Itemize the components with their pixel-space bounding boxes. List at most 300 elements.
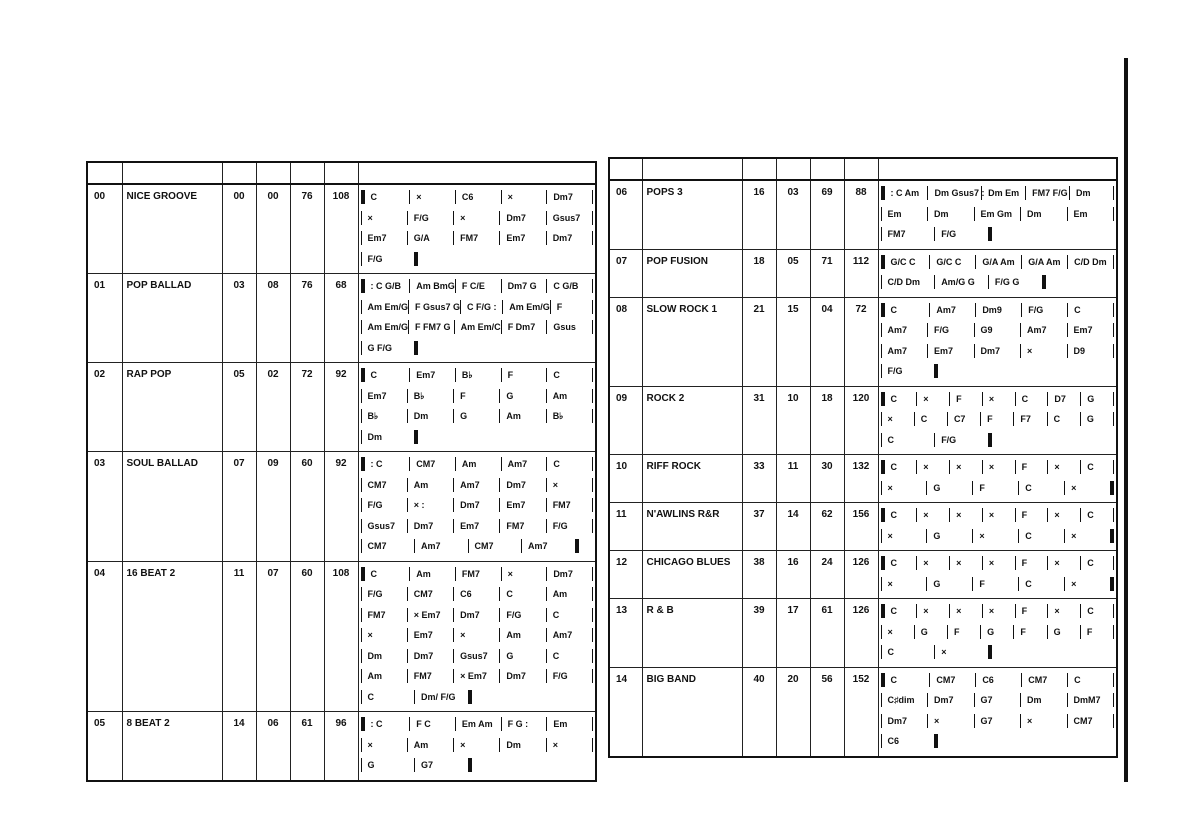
table-row — [609, 551, 1117, 599]
table-row — [609, 249, 1117, 297]
style-name: SLOW ROCK 1 — [642, 297, 742, 386]
chord-cell: Gsus7 — [361, 519, 407, 533]
chord-line — [881, 409, 1115, 430]
chord-line — [361, 687, 594, 708]
chord-line — [361, 208, 594, 229]
chord-cell: × — [546, 738, 593, 752]
chord-line — [361, 516, 594, 537]
chord-line — [881, 300, 1115, 321]
chord-cell: C/D Dm — [1067, 255, 1114, 269]
chord-line — [361, 187, 594, 208]
header-cell — [609, 158, 642, 180]
table-row — [609, 386, 1117, 455]
header-cell — [642, 158, 742, 180]
param-b: 03 — [776, 180, 810, 249]
chord-cell: Am7 — [521, 539, 579, 553]
tempo: 120 — [844, 386, 878, 455]
style-number: 03 — [87, 452, 122, 562]
chord-cell: × — [881, 577, 927, 591]
chord-cell: Dm7 — [407, 519, 453, 533]
chord-cell: F/G — [407, 211, 453, 225]
header-cell — [358, 162, 596, 184]
table-row — [609, 455, 1117, 503]
table-row — [609, 180, 1117, 249]
chord-cell: Gsus — [546, 320, 593, 334]
style-number: 05 — [87, 712, 122, 781]
chord-cell: G7 — [974, 693, 1021, 707]
chord-cell: CM7 — [361, 539, 415, 553]
chord-cell: B♭ — [546, 409, 593, 423]
chord-cell: Em — [546, 717, 593, 731]
chord-cell: : C — [361, 717, 410, 731]
chord-cell: Em Am — [455, 717, 501, 731]
chord-cell: C — [881, 673, 930, 687]
chord-cell: C — [1080, 556, 1114, 570]
chord-cell: Am — [546, 587, 593, 601]
chord-cell: B♭ — [455, 368, 501, 382]
chord-cell: C — [1080, 460, 1114, 474]
chord-line — [881, 553, 1115, 574]
chord-cell: C — [1067, 673, 1114, 687]
chord-cell: F/G — [546, 669, 593, 683]
chord-cell: C — [1015, 392, 1048, 406]
chord-cell: Dm7 — [453, 498, 499, 512]
chord-line — [881, 670, 1115, 691]
header-row — [87, 162, 596, 184]
chord-cell: C — [546, 457, 593, 471]
chord-cell: Dm7 — [499, 669, 545, 683]
chord-cell: G — [1080, 392, 1114, 406]
param-c: 60 — [290, 452, 324, 562]
chord-cell: × — [453, 738, 499, 752]
chord-line — [361, 406, 594, 427]
chord-cell: × — [881, 529, 927, 543]
chord-line — [361, 714, 594, 735]
chord-progression — [358, 274, 596, 363]
left-style-table — [86, 161, 597, 782]
chord-cell: Am7 — [453, 478, 499, 492]
style-number: 01 — [87, 274, 122, 363]
chord-cell: Am Em/G — [361, 320, 409, 334]
chord-cell: G — [926, 529, 972, 543]
chord-cell: C — [361, 690, 415, 704]
chord-cell: × — [916, 508, 949, 522]
style-name: POP BALLAD — [122, 274, 222, 363]
chord-cell: F/G — [546, 519, 593, 533]
chord-line — [881, 601, 1115, 622]
chord-line — [361, 249, 594, 270]
chord-cell: CM7 — [1067, 714, 1115, 728]
chord-cell: Am — [455, 457, 501, 471]
chord-line — [881, 526, 1115, 547]
param-c: 61 — [810, 599, 844, 668]
chord-line — [881, 430, 1115, 451]
param-a: 14 — [222, 712, 256, 781]
chord-cell: C — [546, 368, 593, 382]
chord-cell: C — [546, 608, 593, 622]
param-b: 11 — [776, 455, 810, 503]
chord-cell: × — [1020, 344, 1067, 358]
chord-cell: C6 — [975, 673, 1021, 687]
chord-cell: F C — [409, 717, 455, 731]
style-name: POP FUSION — [642, 249, 742, 297]
param-a: 03 — [222, 274, 256, 363]
chord-line — [881, 711, 1115, 732]
header-cell — [324, 162, 358, 184]
chord-line — [361, 454, 594, 475]
chord-cell: × — [1047, 604, 1080, 618]
chord-cell: F/G — [934, 227, 992, 241]
chord-cell: × : — [407, 498, 453, 512]
table-row — [87, 712, 596, 781]
chord-cell: F/G — [361, 587, 407, 601]
chord-cell: Dm7 — [974, 344, 1021, 358]
param-a: 31 — [742, 386, 776, 455]
param-b: 15 — [776, 297, 810, 386]
tempo: 96 — [324, 712, 358, 781]
chord-line — [881, 457, 1115, 478]
chord-progression — [878, 599, 1117, 668]
param-c: 76 — [290, 274, 324, 363]
chord-cell: Dm — [407, 409, 453, 423]
param-b: 05 — [776, 249, 810, 297]
header-cell — [810, 158, 844, 180]
chord-cell: × — [972, 529, 1018, 543]
chord-line — [361, 317, 594, 338]
chord-cell: D7 — [1047, 392, 1080, 406]
param-a: 33 — [742, 455, 776, 503]
chord-cell: Em7 — [361, 389, 407, 403]
header-cell — [844, 158, 878, 180]
chord-line — [881, 320, 1115, 341]
chord-cell: C — [881, 604, 917, 618]
chord-progression — [358, 363, 596, 452]
style-name: SOUL BALLAD — [122, 452, 222, 562]
chord-cell: C — [881, 392, 917, 406]
chord-cell: C♯dim — [881, 693, 928, 707]
chord-line — [881, 183, 1115, 204]
chord-line — [881, 389, 1115, 410]
param-c: 71 — [810, 249, 844, 297]
style-number: 11 — [609, 503, 642, 551]
chord-line — [881, 731, 1115, 752]
tempo: 92 — [324, 363, 358, 452]
param-c: 30 — [810, 455, 844, 503]
chord-cell: FM7 — [361, 608, 407, 622]
chord-progression — [878, 455, 1117, 503]
chord-line — [881, 574, 1115, 595]
chord-cell: DmM7 — [1067, 693, 1115, 707]
right-style-table — [608, 157, 1118, 758]
chord-cell: × — [916, 604, 949, 618]
chord-cell: F/G — [361, 498, 407, 512]
chord-cell: F — [1013, 625, 1046, 639]
chord-cell: G9 — [974, 323, 1021, 337]
param-c: 18 — [810, 386, 844, 455]
chord-cell: FM7 F/G — [1025, 186, 1069, 200]
chord-cell: C — [361, 190, 410, 204]
header-cell — [776, 158, 810, 180]
param-b: 17 — [776, 599, 810, 668]
chord-cell: Am/G G — [934, 275, 988, 289]
header-cell — [256, 162, 290, 184]
chord-cell: Dm7 — [499, 478, 545, 492]
chord-cell: F — [947, 625, 980, 639]
chord-cell: F — [980, 412, 1013, 426]
chord-cell: CM7 — [929, 673, 975, 687]
chord-cell: × — [881, 412, 914, 426]
chord-cell: × — [949, 508, 982, 522]
header-cell — [122, 162, 222, 184]
chord-cell: C — [1018, 577, 1064, 591]
chord-cell: Am7 — [1020, 323, 1067, 337]
chord-cell: × — [982, 556, 1015, 570]
chord-cell: C — [361, 567, 410, 581]
chord-cell: × — [1047, 556, 1080, 570]
chord-cell: Dm7 — [546, 231, 593, 245]
chord-line — [361, 755, 594, 776]
tempo: 72 — [844, 297, 878, 386]
chord-cell: F — [453, 389, 499, 403]
chord-progression — [358, 712, 596, 781]
tempo: 112 — [844, 249, 878, 297]
chord-cell: C — [881, 433, 935, 447]
table-row — [609, 599, 1117, 668]
chord-cell: G — [499, 649, 545, 663]
chord-cell: × — [1047, 460, 1080, 474]
param-c: 76 — [290, 184, 324, 274]
param-a: 18 — [742, 249, 776, 297]
chord-cell: : C G/B — [361, 279, 410, 293]
chord-cell: × — [409, 190, 455, 204]
param-a: 00 — [222, 184, 256, 274]
chord-progression — [358, 184, 596, 274]
chord-cell: Am — [361, 669, 407, 683]
chord-cell: : C — [361, 457, 410, 471]
chord-cell: C — [914, 412, 947, 426]
chord-line — [361, 646, 594, 667]
chord-cell: F/G — [1021, 303, 1067, 317]
chord-cell: F — [972, 577, 1018, 591]
chord-cell: B♭ — [361, 409, 407, 423]
param-b: 06 — [256, 712, 290, 781]
chord-cell: Dm — [361, 649, 407, 663]
chord-cell: × — [916, 556, 949, 570]
chord-cell: G/C C — [929, 255, 975, 269]
chord-cell: Am Em/G — [502, 300, 550, 314]
chord-cell: Dm7 — [881, 714, 928, 728]
chord-cell: CM7 — [361, 478, 407, 492]
chord-line — [881, 204, 1115, 225]
tempo: 92 — [324, 452, 358, 562]
chord-cell: FM7 — [881, 227, 935, 241]
chord-cell: CM7 — [468, 539, 522, 553]
chord-progression — [358, 561, 596, 712]
chord-cell: × — [1020, 714, 1067, 728]
tempo: 108 — [324, 561, 358, 712]
table-row — [87, 184, 596, 274]
chord-cell: Dm — [927, 207, 974, 221]
param-b: 09 — [256, 452, 290, 562]
chord-cell: F — [972, 481, 1018, 495]
chord-cell: F — [1015, 460, 1048, 474]
chord-cell: F/G — [499, 608, 545, 622]
chord-cell: Dm7 — [927, 693, 974, 707]
chord-cell: Dm7 — [407, 649, 453, 663]
chord-line — [361, 584, 594, 605]
style-number: 09 — [609, 386, 642, 455]
chord-cell: Am BmG — [409, 279, 455, 293]
chord-progression — [878, 503, 1117, 551]
chord-cell: × — [501, 567, 547, 581]
chord-cell: × — [949, 556, 982, 570]
chord-cell: Am7 — [929, 303, 975, 317]
style-number: 08 — [609, 297, 642, 386]
chord-cell: F — [949, 392, 982, 406]
style-name: N'AWLINS R&R — [642, 503, 742, 551]
chord-cell: C — [499, 587, 545, 601]
chord-line — [361, 666, 594, 687]
chord-cell: F Dm7 — [501, 320, 547, 334]
style-name: RIFF ROCK — [642, 455, 742, 503]
chord-cell: Dm Em — [981, 186, 1025, 200]
chord-cell: Em7 — [1067, 323, 1115, 337]
chord-cell: G — [980, 625, 1013, 639]
chord-cell: Dm — [499, 738, 545, 752]
chord-progression — [878, 249, 1117, 297]
chord-cell: G — [1080, 412, 1114, 426]
chord-cell: G — [914, 625, 947, 639]
chord-line — [881, 272, 1115, 293]
chord-cell: C G/B — [546, 279, 593, 293]
chord-cell: C6 — [881, 734, 939, 748]
style-number: 06 — [609, 180, 642, 249]
style-name: POPS 3 — [642, 180, 742, 249]
chord-cell: F Gsus7 G — [408, 300, 460, 314]
chord-line — [361, 536, 594, 557]
table-row — [609, 667, 1117, 757]
style-name: RAP POP — [122, 363, 222, 452]
chord-cell: G F/G — [361, 341, 419, 355]
chord-line — [361, 495, 594, 516]
chord-line — [881, 252, 1115, 273]
chord-cell: × Em7 — [453, 669, 499, 683]
chord-cell: CM7 — [409, 457, 455, 471]
chord-cell: F — [1015, 556, 1048, 570]
chord-progression — [878, 551, 1117, 599]
chord-cell: C — [881, 556, 917, 570]
chord-cell: Dm7 — [546, 190, 593, 204]
chord-cell: Am7 — [881, 344, 928, 358]
chord-cell: Am7 — [546, 628, 593, 642]
chord-cell: F/G — [927, 323, 974, 337]
chord-cell: CM7 — [1021, 673, 1067, 687]
chord-cell: Am7 — [501, 457, 547, 471]
chord-cell: × — [501, 190, 547, 204]
chord-line — [361, 228, 594, 249]
header-cell — [87, 162, 122, 184]
chord-cell: Am — [409, 567, 455, 581]
chord-line — [361, 338, 594, 359]
chord-cell: Dm Gsus7 : — [927, 186, 981, 200]
chord-cell: Dm7 — [453, 608, 499, 622]
chord-cell: C6 — [453, 587, 499, 601]
chord-line — [881, 478, 1115, 499]
param-b: 14 — [776, 503, 810, 551]
param-c: 69 — [810, 180, 844, 249]
chord-cell: FM7 — [453, 231, 499, 245]
param-b: 00 — [256, 184, 290, 274]
chord-cell: Am — [499, 628, 545, 642]
chord-cell: × — [916, 460, 949, 474]
chord-cell: Dm/ F/G — [414, 690, 472, 704]
chord-cell: G — [499, 389, 545, 403]
chord-cell: G/A Am — [975, 255, 1021, 269]
style-number: 10 — [609, 455, 642, 503]
tempo: 152 — [844, 667, 878, 757]
chord-cell: Dm — [1069, 186, 1114, 200]
style-number: 13 — [609, 599, 642, 668]
chord-cell: Dm — [1020, 207, 1067, 221]
param-c: 62 — [810, 503, 844, 551]
chord-cell: G — [926, 577, 972, 591]
chord-cell: × — [361, 211, 407, 225]
chord-line — [881, 505, 1115, 526]
param-c: 72 — [290, 363, 324, 452]
table-row — [87, 274, 596, 363]
header-cell — [222, 162, 256, 184]
chord-cell: Em7 — [361, 231, 407, 245]
chord-progression — [878, 667, 1117, 757]
chord-line — [881, 224, 1115, 245]
param-a: 16 — [742, 180, 776, 249]
chord-cell: × — [453, 211, 499, 225]
chord-cell: C — [881, 508, 917, 522]
chord-cell: Dm — [1020, 693, 1067, 707]
chord-cell: Em Gm — [974, 207, 1021, 221]
header-cell — [878, 158, 1117, 180]
chord-cell: G — [926, 481, 972, 495]
param-b: 16 — [776, 551, 810, 599]
style-number: 00 — [87, 184, 122, 274]
chord-cell: × — [934, 645, 992, 659]
chord-cell: F — [550, 300, 593, 314]
param-b: 02 — [256, 363, 290, 452]
chord-cell: × — [881, 625, 914, 639]
chord-cell: Am — [499, 409, 545, 423]
param-b: 10 — [776, 386, 810, 455]
chord-line — [361, 386, 594, 407]
chord-cell: F/G — [361, 252, 419, 266]
param-a: 37 — [742, 503, 776, 551]
style-name: 16 BEAT 2 — [122, 561, 222, 712]
chord-cell: Em7 — [927, 344, 974, 358]
chord-progression — [878, 297, 1117, 386]
chord-cell: Em7 — [499, 231, 545, 245]
chord-cell: F — [1015, 508, 1048, 522]
chord-cell: F7 — [1013, 412, 1046, 426]
chord-cell: : C Am — [881, 186, 928, 200]
chord-cell: Am — [546, 389, 593, 403]
chord-cell: F/G G — [988, 275, 1046, 289]
chord-cell: × — [1047, 508, 1080, 522]
chord-cell: F FM7 G — [408, 320, 454, 334]
chord-cell: Em — [1067, 207, 1115, 221]
chord-cell: C — [1018, 481, 1064, 495]
chord-cell: × — [1064, 577, 1114, 591]
chord-cell: Dm7 — [546, 567, 593, 581]
chord-cell: F — [501, 368, 547, 382]
